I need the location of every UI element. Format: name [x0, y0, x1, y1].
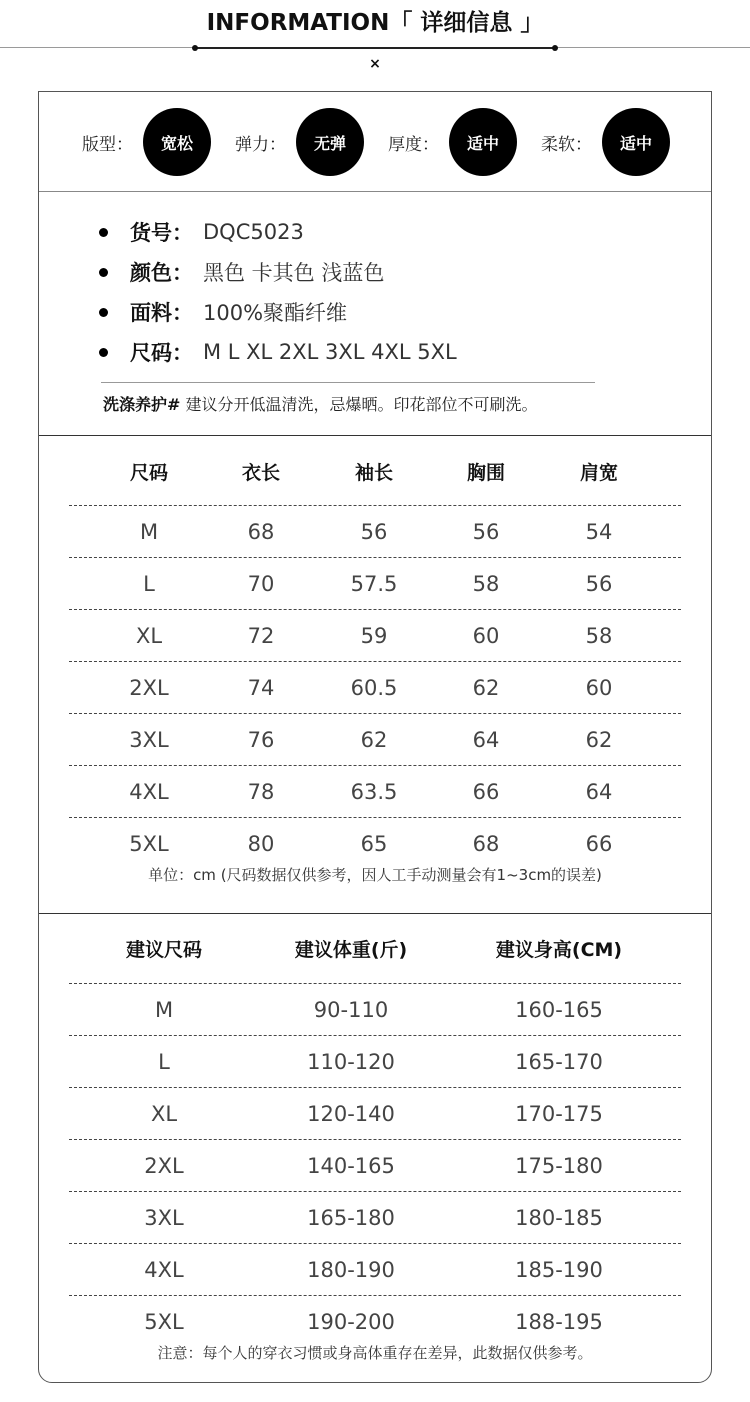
- table-cell: 165-180: [307, 1205, 395, 1230]
- details-divider: [101, 382, 595, 383]
- table-cell: 4XL: [129, 779, 169, 804]
- table-cell: 60.5: [350, 675, 398, 700]
- detail-value: M L XL 2XL 3XL 4XL 5XL: [203, 340, 457, 364]
- column-header: 肩宽: [579, 461, 618, 484]
- column-header: 衣长: [241, 461, 280, 484]
- table-row: [69, 817, 681, 869]
- size-table: [69, 437, 681, 869]
- attribute-thickness: [388, 108, 517, 176]
- table-row: [69, 1191, 681, 1243]
- care-text: 建议分开低温清洗，忌爆晒。印花部位不可刷洗。: [180, 395, 538, 414]
- table-row: [69, 1243, 681, 1295]
- table-cell: 72: [247, 623, 275, 648]
- size-table-body: [69, 505, 681, 869]
- table-cell: 3XL: [144, 1205, 184, 1230]
- detail-fabric: [99, 294, 347, 330]
- detail-color: [99, 254, 384, 290]
- detail-label: 颜色：: [130, 261, 193, 285]
- attribute-stretch: [235, 108, 364, 176]
- table-cell: 66: [472, 779, 500, 804]
- table-cell: 65: [360, 831, 388, 856]
- table-row: [69, 983, 681, 1035]
- detail-value: DQC5023: [203, 220, 304, 244]
- table-row: [69, 765, 681, 817]
- table-cell: L: [143, 571, 155, 596]
- attribute-label: 柔软：: [541, 134, 592, 155]
- table-cell: 66: [585, 831, 613, 856]
- table-cell: 5XL: [144, 1309, 184, 1334]
- table-cell: 58: [472, 571, 500, 596]
- table-cell: 160-165: [515, 997, 603, 1022]
- table-cell: 60: [472, 623, 500, 648]
- table-cell: 64: [585, 779, 613, 804]
- table-cell: 175-180: [515, 1153, 603, 1178]
- table-row: [69, 505, 681, 557]
- table-cell: XL: [135, 623, 163, 648]
- table-cell: 2XL: [144, 1153, 184, 1178]
- table-cell: 4XL: [144, 1257, 184, 1282]
- column-header: 建议体重(斤): [294, 939, 408, 961]
- table-cell: 2XL: [129, 675, 169, 700]
- attribute-row: [39, 92, 711, 192]
- table-cell: 56: [472, 519, 500, 544]
- detail-label: 面料：: [130, 301, 193, 325]
- bullet-icon: [99, 308, 108, 317]
- table-cell: M: [154, 997, 174, 1022]
- table-cell: 56: [360, 519, 388, 544]
- table-cell: 78: [247, 779, 275, 804]
- attribute-label: 版型：: [82, 134, 133, 155]
- detail-label: 尺码：: [130, 341, 193, 365]
- table-cell: 62: [472, 675, 500, 700]
- recommend-table-header: [69, 914, 681, 983]
- table-cell: 110-120: [307, 1049, 395, 1074]
- size-table-header: [69, 437, 681, 505]
- table-cell: 68: [247, 519, 275, 544]
- table-cell: 56: [585, 571, 613, 596]
- table-cell: 62: [585, 727, 613, 752]
- recommend-table: [69, 914, 681, 1347]
- column-header: 建议尺码: [125, 939, 202, 961]
- table-cell: 58: [585, 623, 613, 648]
- page-title: INFORMATION「 详细信息 」: [206, 10, 544, 36]
- table-row: [69, 661, 681, 713]
- table-row: [69, 1087, 681, 1139]
- column-header: 胸围: [466, 461, 505, 484]
- table-cell: 170-175: [515, 1101, 603, 1126]
- bullet-icon: [99, 268, 108, 277]
- care-instructions: [103, 392, 538, 415]
- bullet-icon: [99, 348, 108, 357]
- table-row: [69, 1139, 681, 1191]
- table-cell: 59: [360, 623, 388, 648]
- column-header: 尺码: [129, 461, 168, 484]
- page-header: [0, 0, 750, 90]
- detail-label: 货号：: [130, 221, 193, 245]
- table-cell: 74: [247, 675, 275, 700]
- table-cell: 57.5: [350, 571, 398, 596]
- attribute-badge: 无弹: [296, 108, 364, 176]
- attribute-label: 厚度：: [388, 134, 439, 155]
- attribute-fit: [82, 108, 211, 176]
- product-info-card: [38, 91, 712, 1383]
- attribute-badge: 宽松: [143, 108, 211, 176]
- table-cell: 185-190: [515, 1257, 603, 1282]
- table-row: [69, 713, 681, 765]
- detail-sizes: [99, 334, 457, 370]
- table-cell: XL: [150, 1101, 178, 1126]
- table-row: [69, 609, 681, 661]
- product-details: [39, 192, 711, 436]
- table-cell: 60: [585, 675, 613, 700]
- accent-dot-right: [552, 45, 558, 51]
- table-cell: 188-195: [515, 1309, 603, 1334]
- recommend-table-note: 注意：每个人的穿衣习惯或身高体重存在差异，此数据仅供参考。: [157, 1344, 593, 1362]
- detail-item-number: [99, 214, 304, 250]
- table-cell: 68: [472, 831, 500, 856]
- table-row: [69, 1035, 681, 1087]
- table-cell: 140-165: [307, 1153, 395, 1178]
- detail-value: 黑色 卡其色 浅蓝色: [203, 261, 385, 285]
- close-icon: ×: [369, 56, 381, 72]
- table-cell: 54: [585, 519, 613, 544]
- column-header: 建议身高(CM): [495, 939, 623, 961]
- table-cell: 76: [247, 727, 275, 752]
- table-cell: 90-110: [313, 997, 389, 1022]
- table-row: [69, 557, 681, 609]
- table-cell: 64: [472, 727, 500, 752]
- column-header: 袖长: [354, 461, 393, 484]
- table-cell: L: [158, 1049, 170, 1074]
- table-cell: 120-140: [307, 1101, 395, 1126]
- table-cell: 70: [247, 571, 275, 596]
- care-label: 洗涤养护#: [103, 395, 181, 414]
- table-cell: 180-190: [307, 1257, 395, 1282]
- table-cell: 80: [247, 831, 275, 856]
- table-cell: M: [139, 519, 159, 544]
- size-table-note: 单位：cm (尺码数据仅供参考，因人工手动测量会有1~3cm的误差): [148, 866, 602, 884]
- attribute-badge: 适中: [449, 108, 517, 176]
- bullet-icon: [99, 228, 108, 237]
- table-row: [69, 1295, 681, 1347]
- recommend-table-body: [69, 983, 681, 1347]
- attribute-label: 弹力：: [235, 134, 286, 155]
- table-cell: 3XL: [129, 727, 169, 752]
- accent-dot-left: [192, 45, 198, 51]
- detail-value: 100%聚酯纤维: [203, 301, 348, 325]
- attribute-softness: [541, 108, 670, 176]
- table-cell: 63.5: [350, 779, 398, 804]
- table-cell: 180-185: [515, 1205, 603, 1230]
- table-cell: 5XL: [129, 831, 169, 856]
- header-accent-line: [195, 47, 555, 49]
- table-cell: 62: [360, 727, 388, 752]
- table-cell: 165-170: [515, 1049, 603, 1074]
- table-cell: 190-200: [307, 1309, 395, 1334]
- attribute-badge: 适中: [602, 108, 670, 176]
